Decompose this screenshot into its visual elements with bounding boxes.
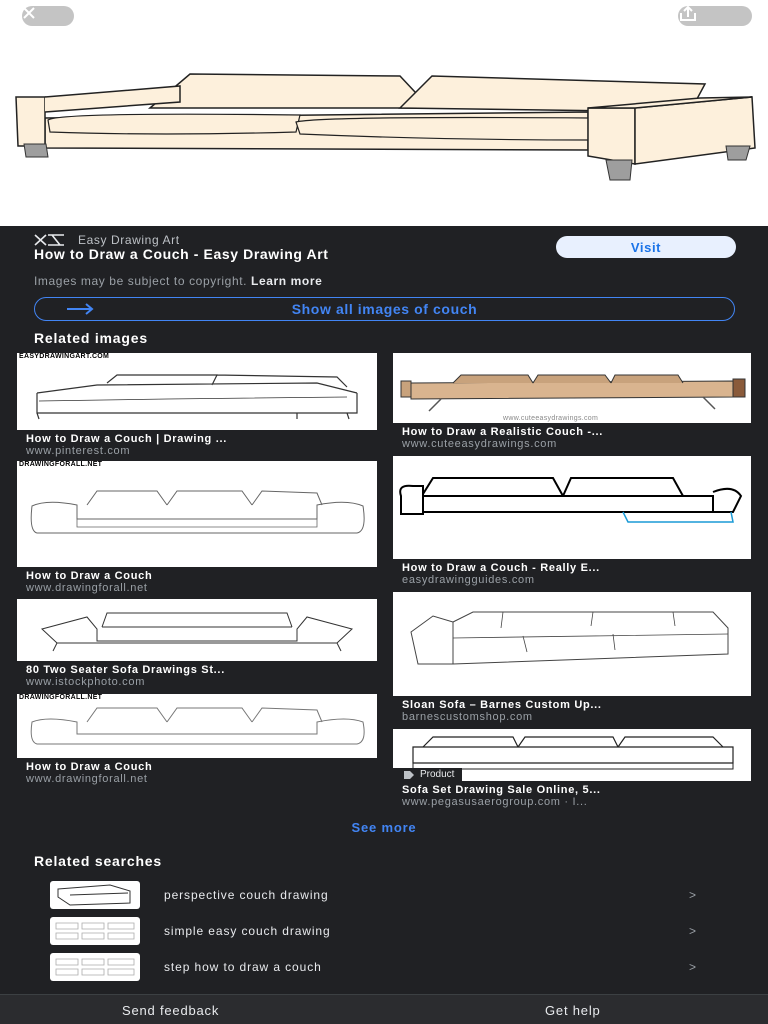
related-search-thumb <box>50 917 140 945</box>
chevron-right-icon: > <box>688 888 696 902</box>
related-image-2[interactable] <box>393 353 751 450</box>
source-row[interactable] <box>34 233 180 247</box>
get-help-link[interactable]: Get help <box>545 1003 601 1018</box>
copyright-text: Images may be subject to copyright. <box>34 274 252 288</box>
related-search-thumb <box>50 953 140 981</box>
related-image-thumb <box>17 694 377 758</box>
couch-outline-image <box>393 592 751 696</box>
related-image-thumb <box>17 353 377 430</box>
couch-outline-image <box>17 599 377 661</box>
show-all-label: Show all images of couch <box>291 301 478 317</box>
couch-outline-image <box>17 694 377 758</box>
related-image-caption: How to Draw a Couch | Drawing ... <box>26 433 227 445</box>
related-image-8[interactable] <box>393 729 751 808</box>
close-icon <box>22 6 36 20</box>
tag-icon <box>403 770 415 780</box>
chevron-right-icon: > <box>688 924 696 938</box>
related-image-thumb <box>17 599 377 661</box>
share-button[interactable] <box>678 6 752 26</box>
related-image-caption: How to Draw a Couch - Really E... <box>402 562 600 574</box>
related-image-caption: How to Draw a Realistic Couch -... <box>402 426 604 438</box>
related-image-site: www.cuteeasydrawings.com <box>402 438 557 450</box>
related-image-caption: Sofa Set Drawing Sale Online, 5... <box>402 784 601 796</box>
see-more-button[interactable]: See more <box>351 820 417 835</box>
show-all-images-button[interactable] <box>34 297 735 321</box>
couch-image <box>0 0 768 226</box>
related-image-thumb <box>393 456 751 559</box>
couch-outline-image <box>17 353 377 430</box>
related-image-site: www.drawingforall.net <box>26 773 148 785</box>
main-image-viewer[interactable] <box>0 0 768 226</box>
couch-outline-image <box>393 456 751 559</box>
close-button[interactable] <box>22 6 74 26</box>
send-feedback-link[interactable]: Send feedback <box>122 1003 220 1018</box>
source-name: Easy Drawing Art <box>78 233 180 247</box>
related-images-heading: Related images <box>34 330 148 346</box>
related-search-simple-easy-couch[interactable] <box>50 917 710 945</box>
related-search-step-how-to-draw[interactable] <box>50 953 710 981</box>
related-image-5[interactable] <box>17 599 377 688</box>
couch-outline-image <box>17 461 377 567</box>
related-image-site: www.istockphoto.com <box>26 676 146 688</box>
related-image-site: www.drawingforall.net <box>26 582 148 594</box>
image-title[interactable]: How to Draw a Couch - Easy Drawing Art <box>34 246 329 262</box>
chevron-right-icon: > <box>688 960 696 974</box>
related-image-caption: 80 Two Seater Sofa Drawings St... <box>26 664 225 676</box>
thumb-watermark: www.cuteeasydrawings.com <box>503 415 599 422</box>
related-search-label: perspective couch drawing <box>164 888 329 902</box>
thumb-watermark: DRAWINGFORALL.NET <box>19 461 103 468</box>
product-tag <box>393 768 462 781</box>
related-image-7[interactable] <box>17 694 377 785</box>
related-image-caption: How to Draw a Couch <box>26 570 153 582</box>
related-image-site: www.pegasusaerogroup.com · I... <box>402 796 588 808</box>
thumb-watermark: DRAWINGFORALL.NET <box>19 694 103 701</box>
related-search-label: simple easy couch drawing <box>164 924 331 938</box>
related-image-site: easydrawingguides.com <box>402 574 535 586</box>
related-search-perspective-couch[interactable] <box>50 881 710 909</box>
couch-color-image <box>393 353 751 423</box>
related-image-site: barnescustomshop.com <box>402 711 533 723</box>
related-image-thumb <box>393 592 751 696</box>
thumb-watermark: EASYDRAWINGART.COM <box>19 353 110 360</box>
footer-bar <box>0 994 768 1024</box>
share-icon <box>678 6 698 22</box>
related-image-caption: Sloan Sofa – Barnes Custom Up... <box>402 699 602 711</box>
product-tag-label: Product <box>420 769 455 780</box>
copyright-notice <box>34 274 322 288</box>
learn-more-link[interactable]: Learn more <box>251 274 323 288</box>
related-image-thumb <box>393 353 751 423</box>
related-image-site: www.pinterest.com <box>26 445 131 457</box>
related-image-caption: How to Draw a Couch <box>26 761 153 773</box>
related-search-thumb <box>50 881 140 909</box>
related-image-thumb <box>393 729 751 781</box>
related-image-6[interactable] <box>393 592 751 723</box>
related-image-3[interactable] <box>17 461 377 594</box>
related-image-1[interactable] <box>17 353 377 457</box>
related-searches-heading: Related searches <box>34 853 162 869</box>
easy-drawing-art-logo-icon <box>34 234 70 246</box>
related-image-4[interactable] <box>393 456 751 586</box>
related-image-thumb <box>17 461 377 567</box>
related-search-label: step how to draw a couch <box>164 960 322 974</box>
visit-button[interactable]: Visit <box>556 236 736 258</box>
